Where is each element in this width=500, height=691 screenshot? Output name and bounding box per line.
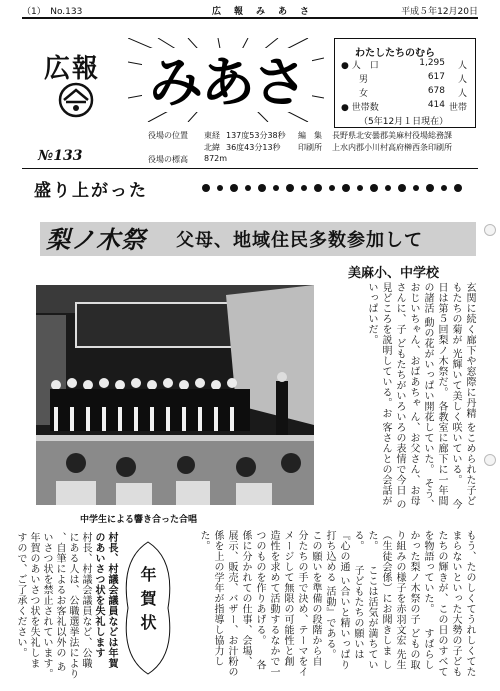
location-label: 役場の位置 <box>148 131 188 140</box>
festival-title: 梨ノ木祭 <box>46 225 146 254</box>
article-body-upper: 玄関に続く廊下や窓際に丹精 をこめられた子どもたちの菊が 光輝いて美しく咲いている。 今日は第５回梨ノ木祭だ。 各教室に廊下に一年間の諸活 動の花がいっぱい開花していた。 そう、おじいちゃん、おばあちゃ ん、お父さん、お母さんに、子 どもたちがいろいろの表情で今日 の見どころを説明している。お 客さんとの会話がいっぱいだ。 <box>366 282 475 510</box>
issue-number: №133 <box>38 148 83 164</box>
kouhou-label: 広報 <box>44 54 101 84</box>
issue-date: 平成５年12月20日 <box>401 7 478 17</box>
masthead-rule <box>22 168 478 169</box>
article-paragraph: 玄関に続く廊下や窓際に丹精 <box>464 282 475 419</box>
paper-title: みあさ <box>149 50 305 114</box>
greeting-title: 年賀状 <box>138 566 157 638</box>
school-name: 美麻小、中学校 <box>348 266 440 281</box>
altitude-value: 872m <box>204 154 228 163</box>
east-label: 東経 <box>204 131 220 140</box>
greeting-heading: 村長、村議会議員などは年賀 <box>106 532 117 669</box>
binder-hole <box>484 224 496 236</box>
population-title: わたしたちのむら <box>355 48 435 59</box>
headline-small: 盛り上がった <box>34 181 148 201</box>
paper-name: 広 報 み あ さ <box>212 7 312 17</box>
editor-value: 長野県北安曇郡美麻村役場総務課 <box>332 131 452 140</box>
east-value: 137度53分38秒 <box>226 131 286 140</box>
printer-value: 上水内郡小川村高府榊西条印刷所 <box>332 143 452 152</box>
article-body-lower: もう、たのしくてうれしくてた まらないといった大勢の子ども たちの輝きが、この日のすべて を物語っていた。 すばらしかった梨ノ木祭の子 どもの取り組みの様子を赤羽文宏 先生（生徒会係）にお聞きしま した。 ここは活気が満ちている。 子どもたちの願いは『心の通 い合いと精いっぱり打ち込める 活動』である。 この願いを準備の段階から自 分たちの手で決め、テーマをイ メージして無限の可能性と創 造性を求めて活動するなかで一 つのものを作りあげる。 各係に分かれての仕事、会場、 展示、販売、バザー、お汁粉の 係を上の学年が指導し協力した。 <box>198 530 475 677</box>
binder-hole <box>484 454 496 466</box>
north-value: 36度43分13秒 <box>226 143 281 152</box>
village-emblem-icon <box>58 82 94 118</box>
issue-label: （1） No.133 <box>22 7 83 17</box>
decorative-dots <box>200 181 470 195</box>
photo-caption: 中学生による響き合った合唱 <box>80 515 198 525</box>
greeting-body: 村長、村議会議員などは年賀 のあいさつ状を失礼します 村長、村議会議員など、公職 にある人は、公職選挙法により 、自筆によるお客礼以外の あいさつ状を禁止されています。 年賀のあいさつ状を失礼しま すので、ご了承ください。 <box>15 532 117 679</box>
choir-photo <box>36 285 314 505</box>
page-header <box>22 4 478 18</box>
north-label: 北緯 <box>204 143 220 152</box>
population-box: わたしたちのむら ● 人 口 1,295 人 男 617 人 女 678 人 ● 世帯数 414 世帯 （5年12月１日現在） <box>334 38 476 128</box>
editor-label: 編 集 <box>298 131 322 140</box>
headline-subtitle: 父母、地域住民多数参加して <box>176 230 423 251</box>
population-note: （5年12月１日現在） <box>359 117 449 127</box>
header-rule <box>22 17 478 19</box>
altitude-label: 役場の標高 <box>148 155 188 164</box>
printer-label: 印刷所 <box>298 143 322 152</box>
greeting-heading-2: のあいさつ状を失礼します <box>93 532 104 658</box>
